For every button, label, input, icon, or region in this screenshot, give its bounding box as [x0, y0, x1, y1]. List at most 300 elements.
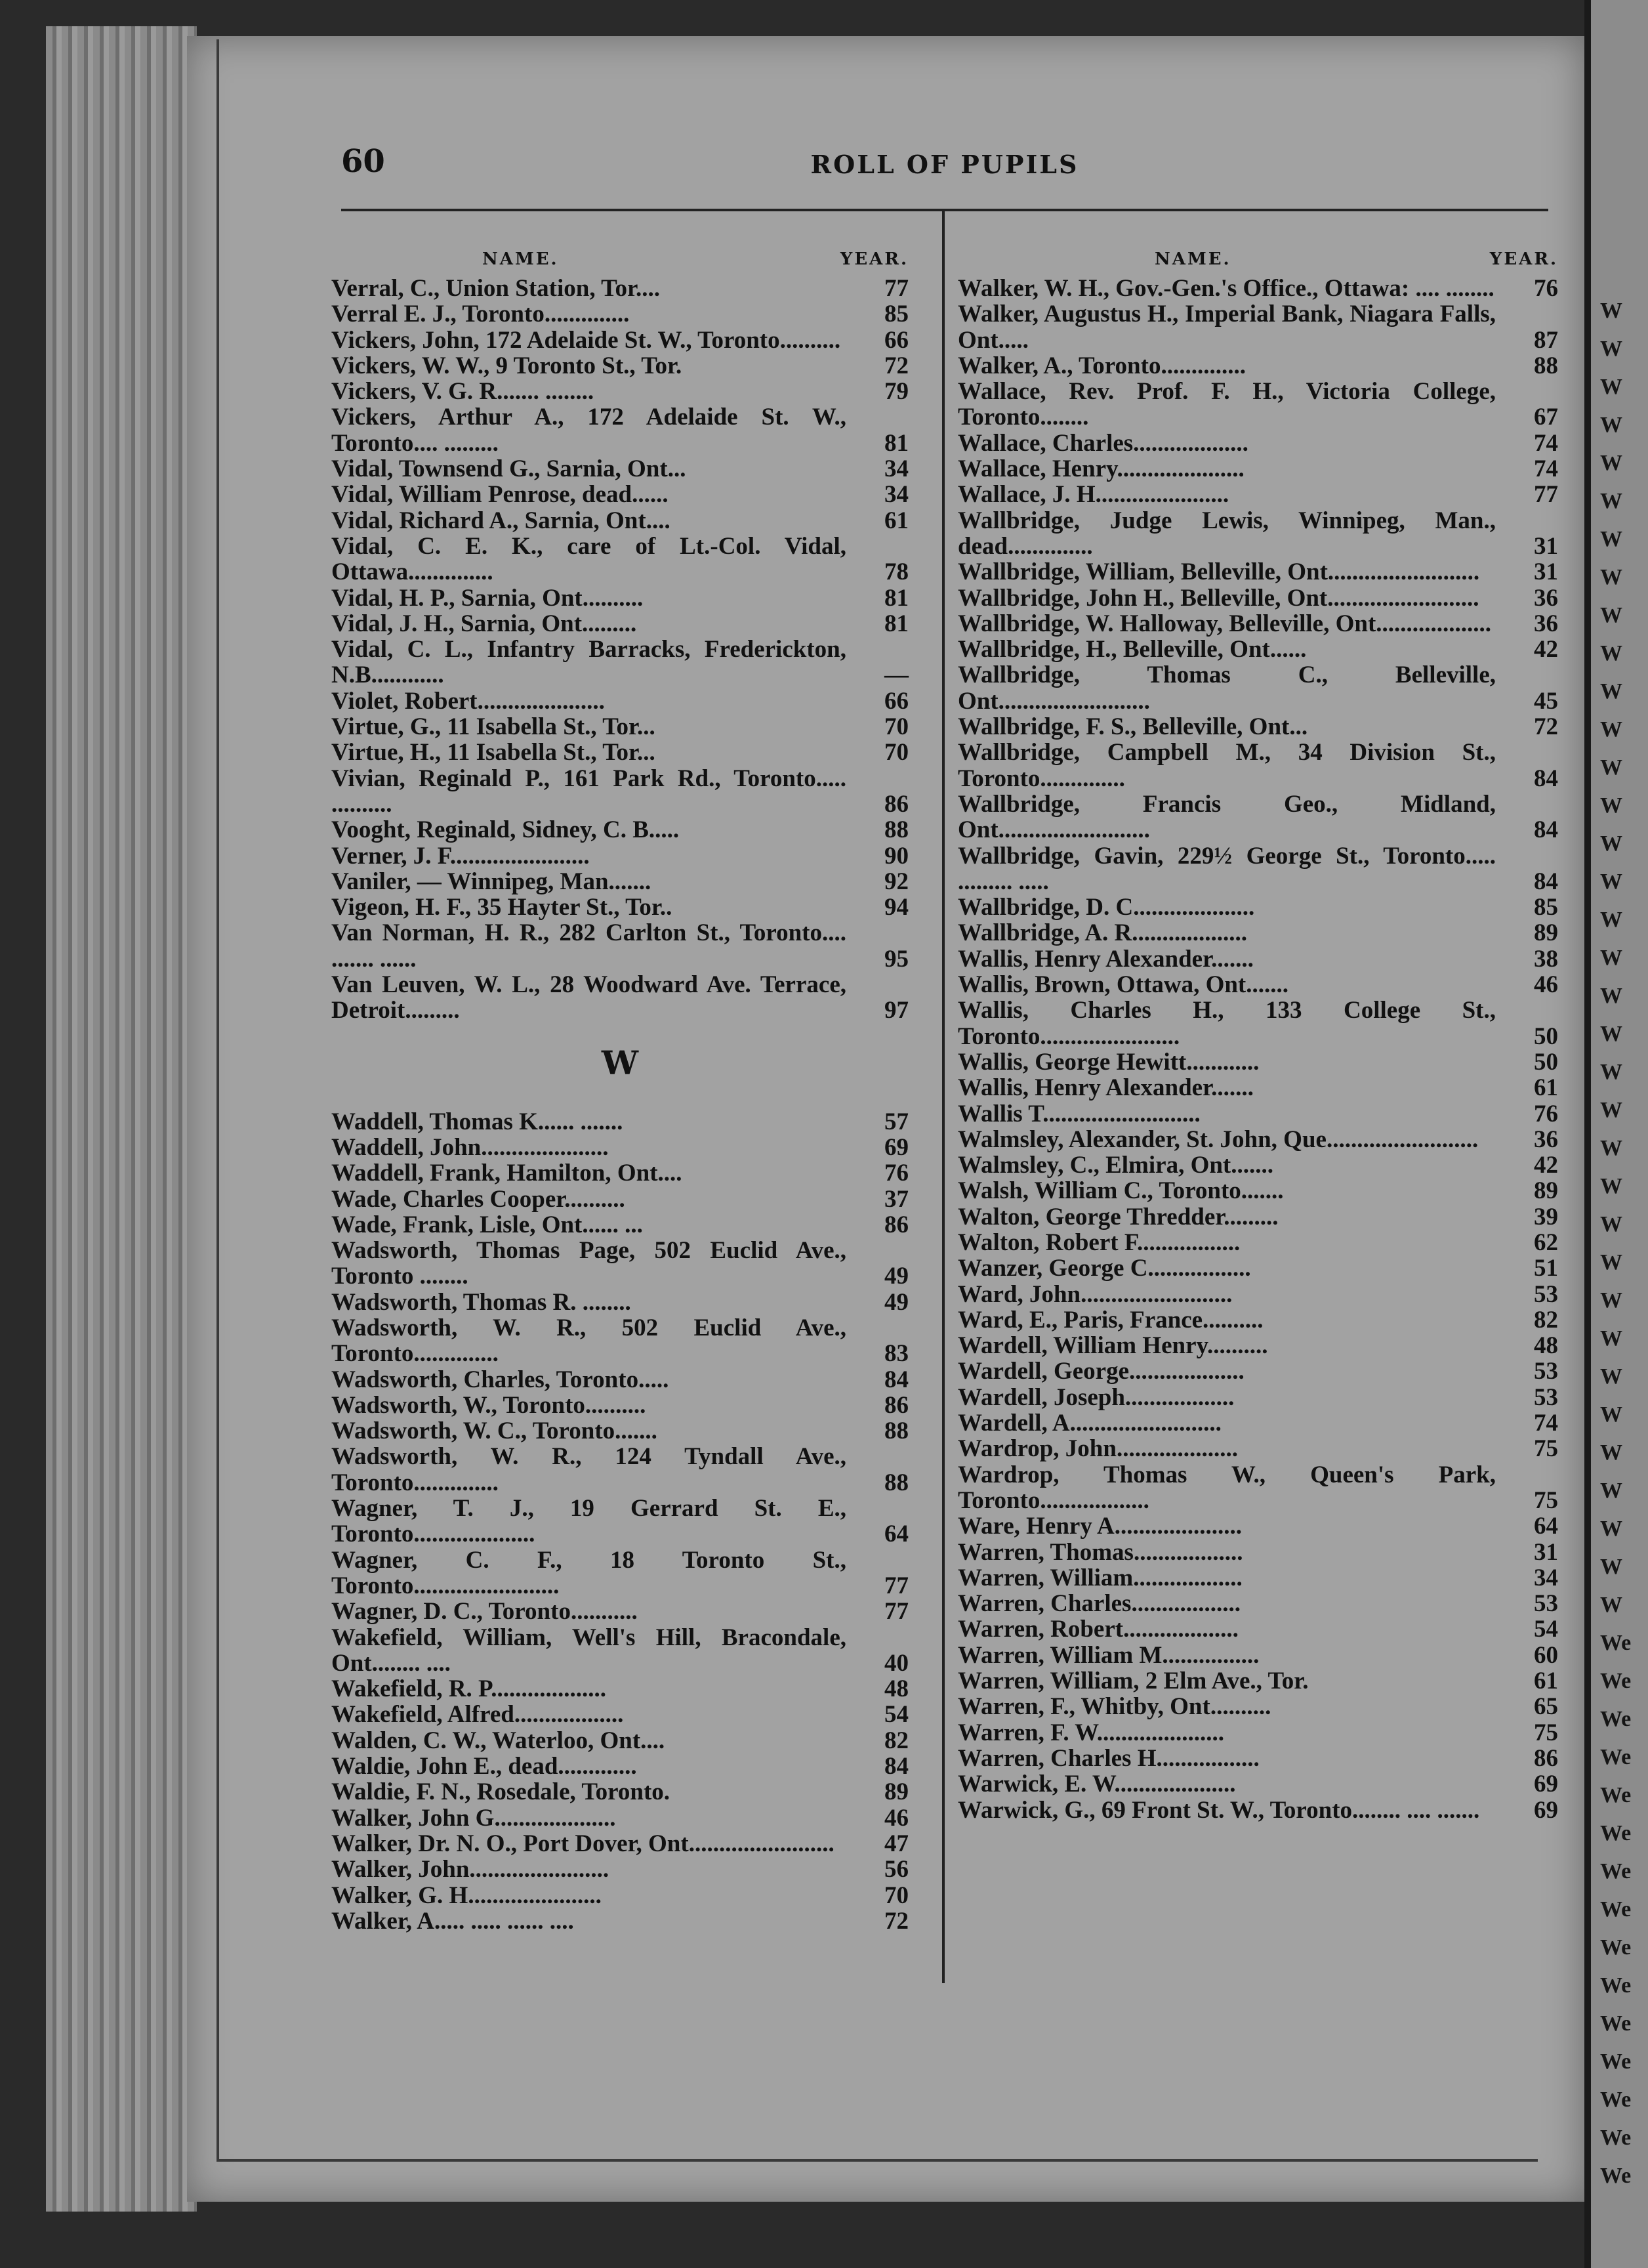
- pupil-year: 74: [1534, 1410, 1558, 1437]
- pupil-name: Wallbridge, A. R...................: [958, 919, 1247, 947]
- pupil-year: 81: [884, 610, 909, 637]
- pupil-entry: [958, 637, 1558, 662]
- pupil-year: 38: [1534, 945, 1558, 973]
- pupil-entry: [958, 379, 1558, 430]
- pupil-year: 77: [884, 1598, 909, 1626]
- pupil-year: 82: [1534, 1306, 1558, 1334]
- pupil-year: 97: [884, 997, 909, 1024]
- pupil-name: Warren, F., Whitby, Ont..........: [958, 1693, 1271, 1721]
- pupil-entry: [958, 791, 1558, 843]
- pupil-name: Verral E. J., Toronto..............: [331, 301, 630, 328]
- left-entry-list: [331, 276, 909, 1024]
- pupil-year: 36: [1534, 1125, 1558, 1153]
- pupil-entry: [331, 1160, 909, 1186]
- pupil-entry: [331, 1496, 909, 1547]
- pupil-name: Wallbridge, Gavin, 229½ George St., Toronto..... ......... .....: [958, 842, 1496, 895]
- pupil-year: 34: [1534, 1564, 1558, 1591]
- pupil-name: Wagner, D. C., Toronto...........: [331, 1598, 638, 1626]
- pupil-year: 65: [1534, 1693, 1558, 1721]
- adjacent-page-text: We: [1600, 2126, 1632, 2150]
- pupil-entry: [958, 1255, 1558, 1281]
- pupil-entry: [331, 766, 909, 818]
- pupil-year: 34: [884, 481, 909, 509]
- adjacent-page-text: W: [1600, 1517, 1622, 1541]
- pupil-entry: [958, 1694, 1558, 1719]
- pupil-name: Wade, Charles Cooper..........: [331, 1185, 625, 1213]
- pupil-year: 88: [884, 1418, 909, 1445]
- pupil-entry: [958, 585, 1558, 611]
- pupil-entry: [958, 740, 1558, 791]
- pupil-name: Ward, John.........................: [958, 1280, 1233, 1308]
- pupil-entry: [958, 972, 1558, 998]
- pupil-year: 75: [1534, 1486, 1558, 1514]
- pupil-name: Wallace, J. H......................: [958, 481, 1229, 509]
- pupil-entry: [958, 1282, 1558, 1307]
- pupil-name: Wakefield, Alfred..................: [331, 1701, 624, 1729]
- pupil-year: 56: [884, 1856, 909, 1883]
- pupil-entry: [331, 1831, 909, 1857]
- pupil-year: 53: [1534, 1358, 1558, 1385]
- pupil-name: Vickers, W. W., 9 Toronto St., Tor.: [331, 352, 682, 379]
- pupil-name: Walden, C. W., Waterloo, Ont....: [331, 1727, 665, 1754]
- pupil-name: Wardell, Joseph..................: [958, 1383, 1235, 1411]
- pupil-entry: [958, 1204, 1558, 1230]
- header-rule: [341, 209, 1548, 211]
- pupil-entry: [958, 1410, 1558, 1436]
- pupil-entry: [958, 353, 1558, 379]
- pupil-name: Vidal, Townsend G., Sarnia, Ont...: [331, 455, 686, 483]
- pupil-entry: [331, 1547, 909, 1599]
- pupil-name: Walmsley, C., Elmira, Ont.......: [958, 1152, 1273, 1179]
- pupil-entry: [958, 714, 1558, 740]
- pupil-entry: [958, 1178, 1558, 1204]
- pupil-year: 51: [1534, 1255, 1558, 1282]
- pupil-name: Wallis, Brown, Ottawa, Ont.......: [958, 971, 1288, 999]
- pupil-entry: [331, 869, 909, 894]
- pupil-name: Vidal, C. E. K., care of Lt.-Col. Vidal, Ottawa..............: [331, 532, 846, 586]
- pupil-year: 92: [884, 868, 909, 895]
- adjacent-page-text: W: [1600, 984, 1622, 1008]
- adjacent-page-text: W: [1600, 1022, 1622, 1046]
- pupil-year: 34: [884, 455, 909, 483]
- adjacent-page-text: W: [1600, 299, 1622, 323]
- pupil-name: Waldie, John E., dead.............: [331, 1753, 637, 1780]
- pupil-year: 88: [884, 816, 909, 844]
- pupil-entry: [958, 946, 1558, 972]
- pupil-year: 31: [1534, 532, 1558, 560]
- left-entry-list-w: [331, 1109, 909, 1935]
- pupil-year: 69: [1534, 1796, 1558, 1824]
- pupil-entry: [331, 1444, 909, 1496]
- pupil-entry: [958, 1565, 1558, 1591]
- pupil-name: Wagner, T. J., 19 Gerrard St. E., Toronto....................: [331, 1495, 846, 1548]
- pupil-name: Wallis, Henry Alexander.......: [958, 945, 1254, 973]
- adjacent-page-text: W: [1600, 793, 1622, 818]
- pupil-entry: [331, 404, 909, 456]
- adjacent-page-text: W: [1600, 1479, 1622, 1503]
- adjacent-page-text: We: [1600, 1821, 1632, 1845]
- pupil-name: Virtue, G., 11 Isabella St., Tor...: [331, 713, 655, 741]
- pupil-entry: [958, 1540, 1558, 1565]
- pupil-year: 70: [884, 1881, 909, 1909]
- pupil-entry: [331, 972, 909, 1024]
- pupil-name: Wallbridge, Judge Lewis, Winnipeg, Man., dead..............: [958, 507, 1496, 560]
- pupil-entry: [331, 1367, 909, 1393]
- pupil-entry: [958, 430, 1558, 456]
- left-column: [331, 249, 909, 1934]
- pupil-name: Walker, John G....................: [331, 1804, 616, 1832]
- pupil-entry: [331, 353, 909, 379]
- pupil-year: 79: [884, 378, 909, 406]
- adjacent-page-text: W: [1600, 451, 1622, 475]
- year-column-label: YEAR.: [1489, 249, 1558, 269]
- pupil-entry: [331, 456, 909, 482]
- pupil-entry: [331, 327, 909, 353]
- pupil-name: Warren, William..................: [958, 1564, 1243, 1591]
- pupil-year: 86: [884, 790, 909, 818]
- pupil-year: 74: [1534, 429, 1558, 457]
- pupil-name: Van Leuven, W. L., 28 Woodward Ave. Terrace, Detroit.........: [331, 971, 846, 1024]
- pupil-name: Vickers, John, 172 Adelaide St. W., Toronto..........: [331, 326, 841, 354]
- adjacent-page-text: W: [1600, 1364, 1622, 1389]
- pupil-entry: [958, 1358, 1558, 1384]
- pupil-name: Vidal, Richard A., Sarnia, Ont....: [331, 507, 670, 534]
- pupil-name: Waddell, Frank, Hamilton, Ont....: [331, 1160, 682, 1187]
- pupil-name: Wakefield, William, Well's Hill, Bracondale, Ont........ ....: [331, 1624, 846, 1677]
- pupil-name: Walker, Augustus H., Imperial Bank, Niagara Falls, Ont.....: [958, 301, 1496, 354]
- pupil-entry: [958, 1230, 1558, 1255]
- adjacent-page-text: We: [1600, 1745, 1632, 1769]
- pupil-year: 37: [884, 1185, 909, 1213]
- pupil-entry: [331, 301, 909, 327]
- pupil-entry: [331, 1186, 909, 1212]
- running-head: ROLL OF PUPILS: [810, 150, 1079, 179]
- pupil-entry: [331, 740, 909, 765]
- pupil-year: 36: [1534, 584, 1558, 612]
- pupil-year: 42: [1534, 1152, 1558, 1179]
- pupil-entry: [331, 1805, 909, 1831]
- name-column-label: NAME.: [1155, 249, 1231, 269]
- pupil-name: Wardrop, John....................: [958, 1435, 1238, 1463]
- pupil-name: Warwick, G., 69 Front St. W., Toronto........ .... .......: [958, 1796, 1480, 1824]
- pupil-entry: [331, 894, 909, 920]
- name-column-label: NAME.: [482, 249, 559, 269]
- pupil-year: 39: [1534, 1203, 1558, 1230]
- pupil-entry: [331, 1883, 909, 1908]
- adjacent-page-text: We: [1600, 2164, 1632, 2188]
- pupil-entry: [958, 1101, 1558, 1127]
- pupil-name: Wallbridge, John H., Belleville, Ont.........................: [958, 584, 1479, 612]
- adjacent-page-text: W: [1600, 1402, 1622, 1427]
- pupil-entry: [958, 1049, 1558, 1075]
- pupil-year: 75: [1534, 1435, 1558, 1463]
- pupil-name: Warwick, E. W....................: [958, 1771, 1236, 1798]
- pupil-entry: [958, 1127, 1558, 1152]
- pupil-name: Wallis, George Hewitt............: [958, 1048, 1260, 1076]
- pupil-entry: [958, 843, 1558, 895]
- adjacent-page-fragment: [1584, 0, 1648, 2268]
- pupil-year: 46: [884, 1804, 909, 1832]
- pupil-entry: [331, 1135, 909, 1160]
- pupil-entry: [958, 482, 1558, 507]
- pupil-name: Vickers, Arthur A., 172 Adelaide St. W., Toronto.... .........: [331, 404, 846, 457]
- pupil-name: Walker, G. H......................: [331, 1881, 602, 1909]
- pupil-entry: [958, 894, 1558, 920]
- letter-heading: W: [601, 1043, 639, 1082]
- pupil-name: Walker, A., Toronto..............: [958, 352, 1246, 379]
- pupil-entry: [958, 276, 1558, 301]
- pupil-entry: [331, 1393, 909, 1418]
- pupil-name: Vickers, V. G. R....... ........: [331, 378, 594, 406]
- pupil-year: 66: [884, 687, 909, 715]
- pupil-year: 77: [884, 1572, 909, 1599]
- pupil-entry: [331, 1238, 909, 1290]
- pupil-name: Verner, J. F.......................: [331, 842, 590, 870]
- pupil-year: 72: [884, 1907, 909, 1935]
- pupil-year: 95: [884, 945, 909, 973]
- pupil-entry: [958, 559, 1558, 585]
- pupil-entry: [331, 637, 909, 688]
- book-page-edges: [46, 26, 197, 2212]
- pupil-entry: [331, 1908, 909, 1934]
- pupil-name: Wardell, George...................: [958, 1358, 1245, 1385]
- pupil-name: Wallis T..........................: [958, 1100, 1201, 1127]
- pupil-entry: [958, 1513, 1558, 1539]
- pupil-year: 49: [884, 1288, 909, 1316]
- pupil-year: 86: [884, 1391, 909, 1419]
- pupil-name: Walsh, William C., Toronto.......: [958, 1177, 1284, 1205]
- pupil-entry: [958, 1720, 1558, 1746]
- pupil-year: 77: [884, 275, 909, 302]
- pupil-year: 64: [1534, 1513, 1558, 1540]
- pupil-name: Warren, Thomas..................: [958, 1538, 1243, 1566]
- adjacent-page-text: W: [1600, 337, 1622, 361]
- pupil-name: Walton, Robert F.................: [958, 1228, 1241, 1256]
- pupil-year: 76: [1534, 275, 1558, 302]
- adjacent-page-text: W: [1600, 413, 1622, 437]
- pupil-year: 62: [1534, 1228, 1558, 1256]
- pupil-name: Wadsworth, W. C., Toronto.......: [331, 1418, 657, 1445]
- pupil-name: Warren, Robert...................: [958, 1616, 1239, 1643]
- pupil-name: Wallis, Charles H., 133 College St., Toronto.......................: [958, 997, 1496, 1050]
- pupil-year: 46: [1534, 971, 1558, 999]
- pupil-entry: [331, 276, 909, 301]
- pupil-entry: [958, 1668, 1558, 1694]
- adjacent-page-text: W: [1600, 679, 1622, 704]
- pupil-year: 48: [1534, 1332, 1558, 1360]
- pupil-year: 53: [1534, 1280, 1558, 1308]
- pupil-year: 84: [1534, 816, 1558, 844]
- pupil-name: Wakefield, R. P...................: [331, 1675, 607, 1703]
- page-number: 60: [341, 143, 385, 180]
- adjacent-page-text: W: [1600, 1250, 1622, 1274]
- pupil-entry: [958, 301, 1558, 353]
- pupil-entry: [331, 1779, 909, 1805]
- pupil-name: Vaniler, — Winnipeg, Man.......: [331, 868, 651, 895]
- pupil-name: Wallbridge, F. S., Belleville, Ont...: [958, 713, 1308, 741]
- pupil-year: 50: [1534, 1048, 1558, 1076]
- adjacent-page-text: W: [1600, 946, 1622, 970]
- pupil-name: Vivian, Reginald P., 161 Park Rd., Toronto..... ..........: [331, 765, 846, 818]
- pupil-year: 84: [884, 1753, 909, 1780]
- adjacent-page-text: W: [1600, 831, 1622, 856]
- pupil-entry: [331, 1857, 909, 1882]
- pupil-year: 82: [884, 1727, 909, 1754]
- pupil-year: 89: [1534, 1177, 1558, 1205]
- pupil-entry: [331, 1702, 909, 1727]
- pupil-entry: [958, 1075, 1558, 1101]
- pupil-entry: [958, 611, 1558, 637]
- pupil-entry: [331, 482, 909, 507]
- pupil-name: Warren, William M................: [958, 1641, 1260, 1669]
- pupil-entry: [331, 585, 909, 611]
- pupil-entry: [331, 920, 909, 972]
- pupil-year: 86: [884, 1211, 909, 1238]
- pupil-entry: [331, 1212, 909, 1238]
- pupil-name: Vidal, J. H., Sarnia, Ont.........: [331, 610, 637, 637]
- adjacent-page-text: W: [1600, 603, 1622, 627]
- pupil-entry: [958, 1591, 1558, 1616]
- pupil-entry: [958, 456, 1558, 482]
- adjacent-page-text: W: [1600, 375, 1622, 399]
- pupil-name: Wallace, Rev. Prof. F. H., Victoria College, Toronto........: [958, 378, 1496, 431]
- adjacent-page-text: We: [1600, 1707, 1632, 1731]
- pupil-year: 76: [884, 1160, 909, 1187]
- year-column-label: YEAR.: [840, 249, 909, 269]
- pupil-name: Wallis, Henry Alexander.......: [958, 1074, 1254, 1102]
- pupil-year: 69: [1534, 1771, 1558, 1798]
- pupil-entry: [958, 1436, 1558, 1461]
- pupil-year: 84: [1534, 868, 1558, 895]
- pupil-name: Van Norman, H. R., 282 Carlton St., Toronto.... ....... ......: [331, 919, 846, 973]
- pupil-year: 75: [1534, 1719, 1558, 1746]
- pupil-year: 42: [1534, 636, 1558, 663]
- pupil-entry: [331, 1599, 909, 1624]
- page-header: [341, 143, 1548, 189]
- pupil-entry: [958, 920, 1558, 946]
- pupil-entry: [958, 1333, 1558, 1358]
- pupil-entry: [331, 508, 909, 534]
- pupil-entry: [958, 1797, 1558, 1823]
- pupil-name: Walker, John.......................: [331, 1856, 609, 1883]
- adjacent-page-text: W: [1600, 641, 1622, 665]
- pupil-year: 72: [1534, 713, 1558, 741]
- pupil-name: Wardell, A.........................: [958, 1410, 1222, 1437]
- pupil-entry: [331, 1315, 909, 1367]
- pupil-entry: [331, 1109, 909, 1135]
- pupil-year: 94: [884, 894, 909, 921]
- pupil-name: Ware, Henry A.....................: [958, 1513, 1243, 1540]
- pupil-name: Vidal, William Penrose, dead......: [331, 481, 669, 509]
- adjacent-page-text: W: [1600, 1098, 1622, 1122]
- pupil-year: 88: [884, 1469, 909, 1496]
- pupil-year: 77: [1534, 481, 1558, 509]
- pupil-name: Walker, A..... ..... ...... ....: [331, 1907, 574, 1935]
- pupil-name: Wadsworth, W., Toronto..........: [331, 1391, 646, 1419]
- pupil-year: 84: [884, 1366, 909, 1393]
- pupil-name: Wadsworth, W. R., 502 Euclid Ave., Toronto..............: [331, 1314, 846, 1368]
- pupil-entry: [331, 1754, 909, 1779]
- adjacent-page-text: W: [1600, 1440, 1622, 1465]
- pupil-entry: [958, 1385, 1558, 1410]
- adjacent-page-text: W: [1600, 1593, 1622, 1617]
- adjacent-page-text: W: [1600, 1288, 1622, 1312]
- pupil-year: 61: [1534, 1074, 1558, 1102]
- pupil-year: 48: [884, 1675, 909, 1703]
- pupil-year: 85: [884, 301, 909, 328]
- pupil-year: 88: [1534, 352, 1558, 379]
- pupil-year: 31: [1534, 1538, 1558, 1566]
- adjacent-page-text: We: [1600, 1973, 1632, 1998]
- pupil-name: Walmsley, Alexander, St. John, Que.........................: [958, 1125, 1479, 1153]
- pupil-year: 87: [1534, 326, 1558, 354]
- pupil-year: 60: [1534, 1641, 1558, 1669]
- pupil-entry: [958, 1771, 1558, 1797]
- pupil-entry: [331, 714, 909, 740]
- pupil-year: 64: [884, 1521, 909, 1548]
- pupil-year: 81: [884, 429, 909, 457]
- adjacent-page-text: We: [1600, 1897, 1632, 1922]
- pupil-entry: [331, 534, 909, 585]
- pupil-name: Waddell, Thomas K...... .......: [331, 1108, 623, 1135]
- pupil-name: Wallbridge, W. Halloway, Belleville, Ont...................: [958, 610, 1492, 637]
- pupil-name: Wallbridge, Campbell M., 34 Division St., Toronto..............: [958, 739, 1496, 792]
- adjacent-page-text: W: [1600, 1060, 1622, 1084]
- pupil-name: Wallbridge, H., Belleville, Ont......: [958, 636, 1307, 663]
- pupil-year: 53: [1534, 1590, 1558, 1618]
- pupil-name: Warren, William, 2 Elm Ave., Tor.: [958, 1668, 1309, 1695]
- pupil-entry: [958, 1152, 1558, 1178]
- pupil-year: 76: [1534, 1100, 1558, 1127]
- adjacent-page-text: We: [1600, 1859, 1632, 1883]
- pupil-name: Wallbridge, Francis Geo., Midland, Ont.........................: [958, 790, 1496, 844]
- adjacent-page-text: We: [1600, 1631, 1632, 1655]
- pupil-name: Wallace, Henry.....................: [958, 455, 1245, 483]
- pupil-entry: [331, 1290, 909, 1315]
- pupil-name: Wanzer, George C.................: [958, 1255, 1251, 1282]
- pupil-year: 45: [1534, 687, 1558, 715]
- pupil-name: Waddell, John.....................: [331, 1133, 609, 1161]
- adjacent-page-text: W: [1600, 717, 1622, 742]
- adjacent-page-text: W: [1600, 1174, 1622, 1198]
- pupil-year: 70: [884, 739, 909, 766]
- adjacent-page-text: W: [1600, 527, 1622, 551]
- pupil-year: 61: [884, 507, 909, 534]
- pupil-year: 54: [884, 1701, 909, 1729]
- pupil-year: 78: [884, 558, 909, 586]
- adjacent-page-text: W: [1600, 1136, 1622, 1160]
- pupil-name: Wagner, C. F., 18 Toronto St., Toronto........................: [331, 1546, 846, 1599]
- pupil-year: 61: [1534, 1668, 1558, 1695]
- adjacent-page-text: W: [1600, 1555, 1622, 1579]
- pupil-name: Violet, Robert.....................: [331, 687, 605, 715]
- pupil-name: Wadsworth, Thomas Page, 502 Euclid Ave., Toronto ........: [331, 1237, 846, 1290]
- pupil-entry: [958, 998, 1558, 1049]
- pupil-name: Waldie, F. N., Rosedale, Toronto.: [331, 1778, 670, 1806]
- pupil-entry: [331, 1728, 909, 1754]
- pupil-entry: [331, 817, 909, 843]
- pupil-name: Wardell, William Henry..........: [958, 1332, 1268, 1360]
- pupil-entry: [331, 843, 909, 869]
- pupil-year: 81: [884, 584, 909, 612]
- pupil-entry: [331, 1418, 909, 1444]
- adjacent-page-text: W: [1600, 1212, 1622, 1236]
- column-divider: [942, 211, 945, 1983]
- pupil-year: —: [884, 662, 909, 689]
- pupil-name: Vooght, Reginald, Sidney, C. B.....: [331, 816, 680, 844]
- left-column-header: [331, 249, 909, 276]
- pupil-year: 67: [1534, 404, 1558, 431]
